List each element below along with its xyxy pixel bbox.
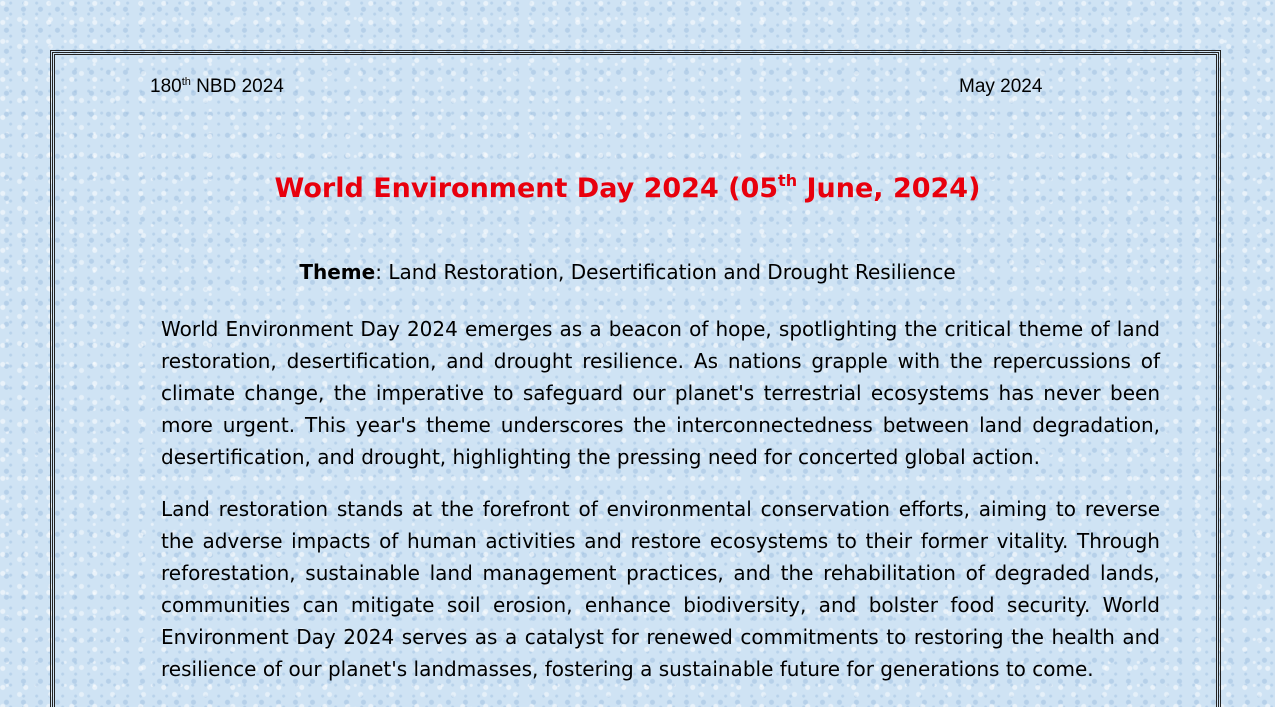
title-end: June, 2024) — [797, 173, 981, 204]
issue-suffix: NBD 2024 — [190, 76, 284, 97]
issue-date: May 2024 — [959, 76, 1043, 97]
issue-ordinal: th — [181, 76, 191, 88]
page-title — [0, 173, 1255, 204]
theme-text: : Land Restoration, Desertification and Drought Resilience — [375, 260, 956, 284]
body-paragraph-2: Land restoration stands at the forefront of environmental conservation efforts, aiming to reverse the adverse impacts of human activities and restore ecosystems to their former vitality. Through reforestation, sustainable land management practices, and the rehabilitation of degraded lands, communities can mitigate soil erosion, enhance biodiversity, and bolster food security. World Environment Day 2024 serves as a catalyst for renewed commitments to restoring the health and resilience of our planet's landmasses, fostering a sustainable future for generations to come. — [161, 497, 1160, 681]
theme-label: Theme — [299, 260, 376, 284]
title-main: World Environment Day 2024 (05 — [274, 173, 779, 204]
issue-number: 180 — [150, 76, 182, 97]
issue-label — [150, 76, 284, 98]
title-ordinal: th — [778, 171, 798, 190]
body-paragraph-1: World Environment Day 2024 emerges as a beacon of hope, spotlighting the critical theme of land restoration, desertification, and drought resilience. As nations grapple with the repercussions of climate change, the imperative to safeguard our planet's terrestrial ecosystems has never been more urgent. This year's theme underscores the interconnectedness between land degradation, desertification, and drought, highlighting the pressing need for concerted global action. — [161, 317, 1160, 469]
theme-line — [0, 260, 1255, 284]
